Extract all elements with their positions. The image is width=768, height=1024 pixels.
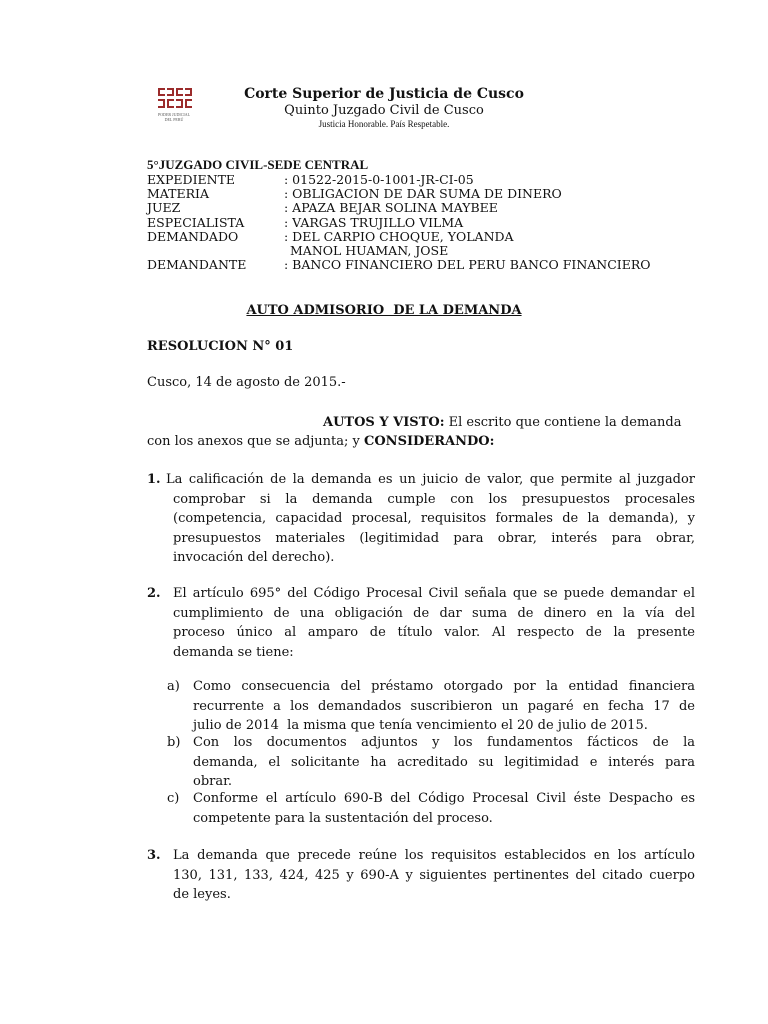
case-key: DEMANDANTE [147,257,247,272]
point-number: 1. [147,472,161,487]
case-value: : OBLIGACION DE DAR SUMA DE DINERO [284,186,562,201]
case-row-demandado-2 [147,243,687,258]
case-row-especialista [147,215,687,230]
subpoint-line: obrar. [193,774,233,789]
considerando-label: CONSIDERANDO: [364,434,495,449]
case-key: MATERIA [147,186,209,201]
point-line: La calificación de la demanda es un juicio de valor, que permite al juzgador [166,472,695,487]
point-2 [147,584,695,662]
resolution-number: RESOLUCION N° 01 [147,339,294,354]
subpoint-letter: c) [167,791,180,806]
subpoint-line: Conforme el artículo 690-B del Código Procesal Civil éste Despacho es [193,791,695,806]
subpoint-line: competente para la sustentación del proceso. [193,810,493,826]
subpoint-a [167,677,695,736]
case-value: MANOL HUAMAN, JOSE [290,243,449,258]
subpoint-line: Como consecuencia del préstamo otorgado por la entidad financiera [193,679,695,694]
case-value: : APAZA BEJAR SOLINA MAYBEE [284,200,498,215]
case-row-juez [147,200,687,215]
subpoint-letter: a) [167,679,180,694]
considerando-line [147,432,494,452]
case-key: DEMANDADO [147,229,239,244]
intro-line2: con los anexos que se adjunta; y [147,434,365,449]
point-line: proceso único al amparo de título valor. Al respecto de la presente [173,625,695,640]
document-title: AUTO ADMISORIO DE LA DEMANDA [246,303,522,318]
case-row-materia [147,186,687,201]
subpoint-b [167,733,695,792]
point-line: comprobar si la demanda cumple con los presupuestos procesales [173,491,695,507]
case-key: ESPECIALISTA [147,215,245,230]
court-name: Corte Superior de Justicia de Cusco [244,86,524,102]
point-line: de leyes. [173,887,231,902]
case-key: JUEZ [147,200,181,215]
logo-caption: PODER JUDICIAL DEL PERÚ [157,112,191,122]
autos-text: El escrito que contiene la demanda [444,415,682,430]
point-1 [147,470,695,568]
court-office: Quinto Juzgado Civil de Cusco [284,103,484,118]
office-line: 5°JUZGADO CIVIL-SEDE CENTRAL [147,157,369,172]
case-key: EXPEDIENTE [147,172,236,187]
subpoint-letter: b) [167,735,181,750]
case-row-demandante [147,257,687,272]
point-line: El artículo 695° del Código Procesal Civil señala que se puede demandar el [173,586,695,601]
subpoint-line: demanda, el solicitante ha acreditado su legitimidad e interés para [193,754,695,770]
autos-line [323,413,681,433]
subpoint-c [167,789,695,828]
subpoint-line: julio de 2014 la misma que tenía vencimiento el 20 de julio de 2015. [193,718,648,733]
case-row-expediente [147,172,687,187]
case-value: : 01522-2015-0-1001-JR-CI-05 [284,172,474,187]
case-value: : DEL CARPIO CHOQUE, YOLANDA [284,229,514,244]
point-number: 3. [147,848,161,863]
court-motto: Justicia Honorable. País Respetable. [318,119,450,129]
point-3 [147,846,695,905]
point-line: La demanda que precede reúne los requisitos establecidos en los artículo [173,848,695,863]
subpoint-line: Con los documentos adjuntos y los fundamentos fácticos de la [193,735,695,750]
point-line: presupuestos materiales (legitimidad para obrar, interés para obrar, [173,530,695,546]
point-number: 2. [147,586,161,601]
autos-label: AUTOS Y VISTO: [323,415,445,430]
subpoint-line: recurrente a los demandados suscribieron un pagaré en fecha 17 de [193,698,695,714]
point-line: cumplimiento de una obligación de dar suma de dinero en la vía del [173,605,695,621]
date-line: Cusco, 14 de agosto de 2015.- [147,375,346,390]
case-row-demandado [147,229,687,244]
case-value: : VARGAS TRUJILLO VILMA [284,215,464,230]
point-line: (competencia, capacidad procesal, requisitos formales de la demanda), y [173,511,695,526]
point-line: 130, 131, 133, 424, 425 y 690-A y siguientes pertinentes del citado cuerpo [173,867,695,883]
point-line: invocación del derecho). [173,550,335,565]
point-line: demanda se tiene: [173,644,294,660]
case-value: : BANCO FINANCIERO DEL PERU BANCO FINANCIERO [284,257,651,272]
